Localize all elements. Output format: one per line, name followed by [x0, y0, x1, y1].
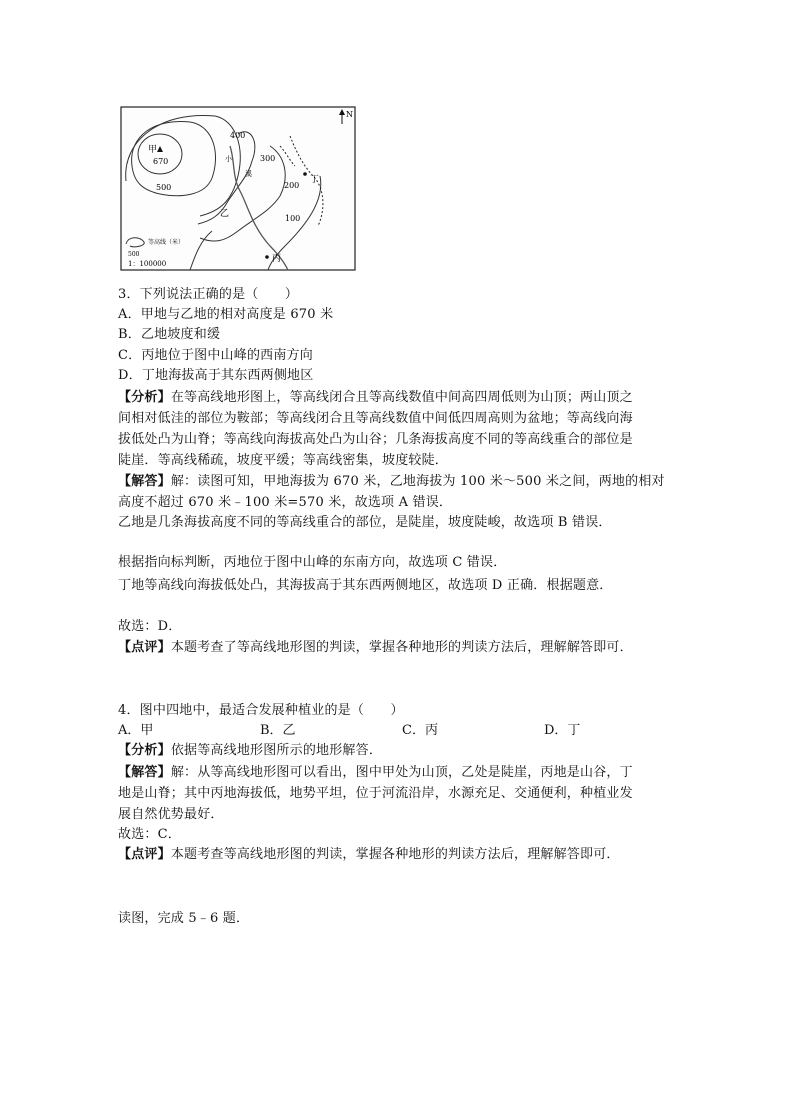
q4-stem: 4．图中四地中，最适合发展种植业的是（ ）: [118, 703, 404, 718]
q4-analysis-tag: 【分析】: [118, 743, 171, 758]
q4-answer-text-1: 解：从等高线地形图可以看出，图中甲处为山顶，乙处是陡崖，丙地是山谷，丁: [170, 765, 633, 780]
q4-option-a: A．甲: [118, 723, 154, 738]
q4-answer-line-1: [118, 764, 633, 782]
q4-analysis-text: 依据等高线地形图所示的地形解答．: [170, 743, 383, 758]
q3-option-c: C．丙地位于图中山峰的西南方向: [118, 348, 313, 363]
q3-stem: 3．下列说法正确的是（ ）: [118, 287, 299, 302]
label-river-1: 小: [225, 155, 232, 163]
q3-comment: [118, 639, 633, 657]
label-400: 400: [230, 131, 246, 140]
label-yi: 乙: [220, 209, 230, 219]
q3-option-d: D．丁地海拔高于其东西两侧地区: [118, 368, 314, 383]
next-instruction: 读图，完成 5﹣6 题．: [118, 911, 250, 926]
bing-point: [265, 255, 269, 259]
q3-answer-line-1: [118, 473, 665, 491]
q4-answer-tag: 【解答】: [118, 765, 171, 780]
q3-option-a: A．甲地与乙地的相对高度是 670 米: [118, 307, 334, 322]
q4-comment: [118, 846, 620, 864]
q3-analysis-line-1: [118, 389, 633, 407]
q3-answer-line-2: 高度不超过 670 米﹣100 米=570 米，故选项 A 错误．: [118, 495, 453, 510]
q4-option-b: B．乙: [260, 723, 296, 738]
label-300: 300: [260, 154, 276, 163]
label-river-2: 溪: [245, 170, 252, 178]
q3-analysis-line-4: 陡崖．等高线稀疏，坡度平缓；等高线密集，坡度较陡．: [118, 453, 449, 468]
legend-value: 500: [128, 251, 140, 258]
q4-option-c: C．丙: [402, 723, 438, 738]
label-north: N: [346, 110, 353, 119]
q3-answer-line-6: 故选：D．: [118, 619, 182, 634]
label-bing: 丙: [272, 254, 282, 264]
q3-answer-line-3: 乙地是几条海拔高度不同的等高线重合的部位，是陡崖，坡度陡峻，故选项 B 错误．: [118, 515, 612, 530]
q4-comment-text: 本题考查等高线地形图的判读，掌握各种地形的判读方法后，理解解答即可．: [170, 847, 620, 862]
q4-comment-tag: 【点评】: [118, 847, 171, 862]
label-200: 200: [284, 181, 300, 190]
scale-label: 1：100000: [128, 260, 167, 268]
legend-title: 等高线（米）: [148, 239, 185, 246]
q4-answer-line-4: 故选：C．: [118, 827, 181, 842]
contour-map: [120, 106, 356, 271]
ding-point: [303, 172, 307, 176]
label-peak: 670: [153, 157, 169, 166]
q3-analysis-line-3: 拔低处凸为山脊；等高线向海拔高处凸为山谷；几条海拔高度不同的等高线重合的部位是: [118, 432, 633, 447]
label-500: 500: [156, 183, 172, 192]
q3-answer-line-4: 根据指向标判断，丙地位于图中山峰的东南方向，故选项 C 错误．: [118, 555, 507, 570]
q3-answer-line-5: 丁地等高线向海拔低处凸，其海拔高于其东西两侧地区，故选项 D 正确．根据题意．: [118, 578, 613, 593]
q3-comment-text: 本题考查了等高线地形图的判读，掌握各种地形的判读方法后，理解解答即可．: [170, 640, 633, 655]
q4-option-d: D．丁: [544, 723, 581, 738]
label-100: 100: [285, 214, 301, 223]
q3-analysis-line-2: 间相对低洼的部位为鞍部；等高线闭合且等高线数值中间低四周高则为盆地；等高线向海: [118, 411, 633, 426]
q3-answer-tag: 【解答】: [118, 474, 171, 489]
q3-analysis-tag: 【分析】: [118, 390, 171, 405]
label-ding: 丁: [310, 175, 320, 185]
q3-comment-tag: 【点评】: [118, 640, 171, 655]
q4-analysis: [118, 742, 382, 760]
label-jia: 甲: [148, 145, 158, 155]
q3-analysis-text-1: 在等高线地形图上，等高线闭合且等高线数值中间高四周低则为山顶；两山顶之: [170, 390, 633, 405]
q3-answer-text-1: 解：读图可知，甲地海拔为 670 米，乙地海拔为 100 米～500 米之间，两地的相对: [170, 474, 665, 489]
q4-answer-line-2: 地是山脊；其中丙地海拔低，地势平坦，位于河流沿岸，水源充足、交通便利，种植业发: [118, 786, 633, 801]
q4-answer-line-3: 展自然优势最好．: [118, 807, 224, 822]
q3-option-b: B．乙地坡度和缓: [118, 327, 221, 342]
